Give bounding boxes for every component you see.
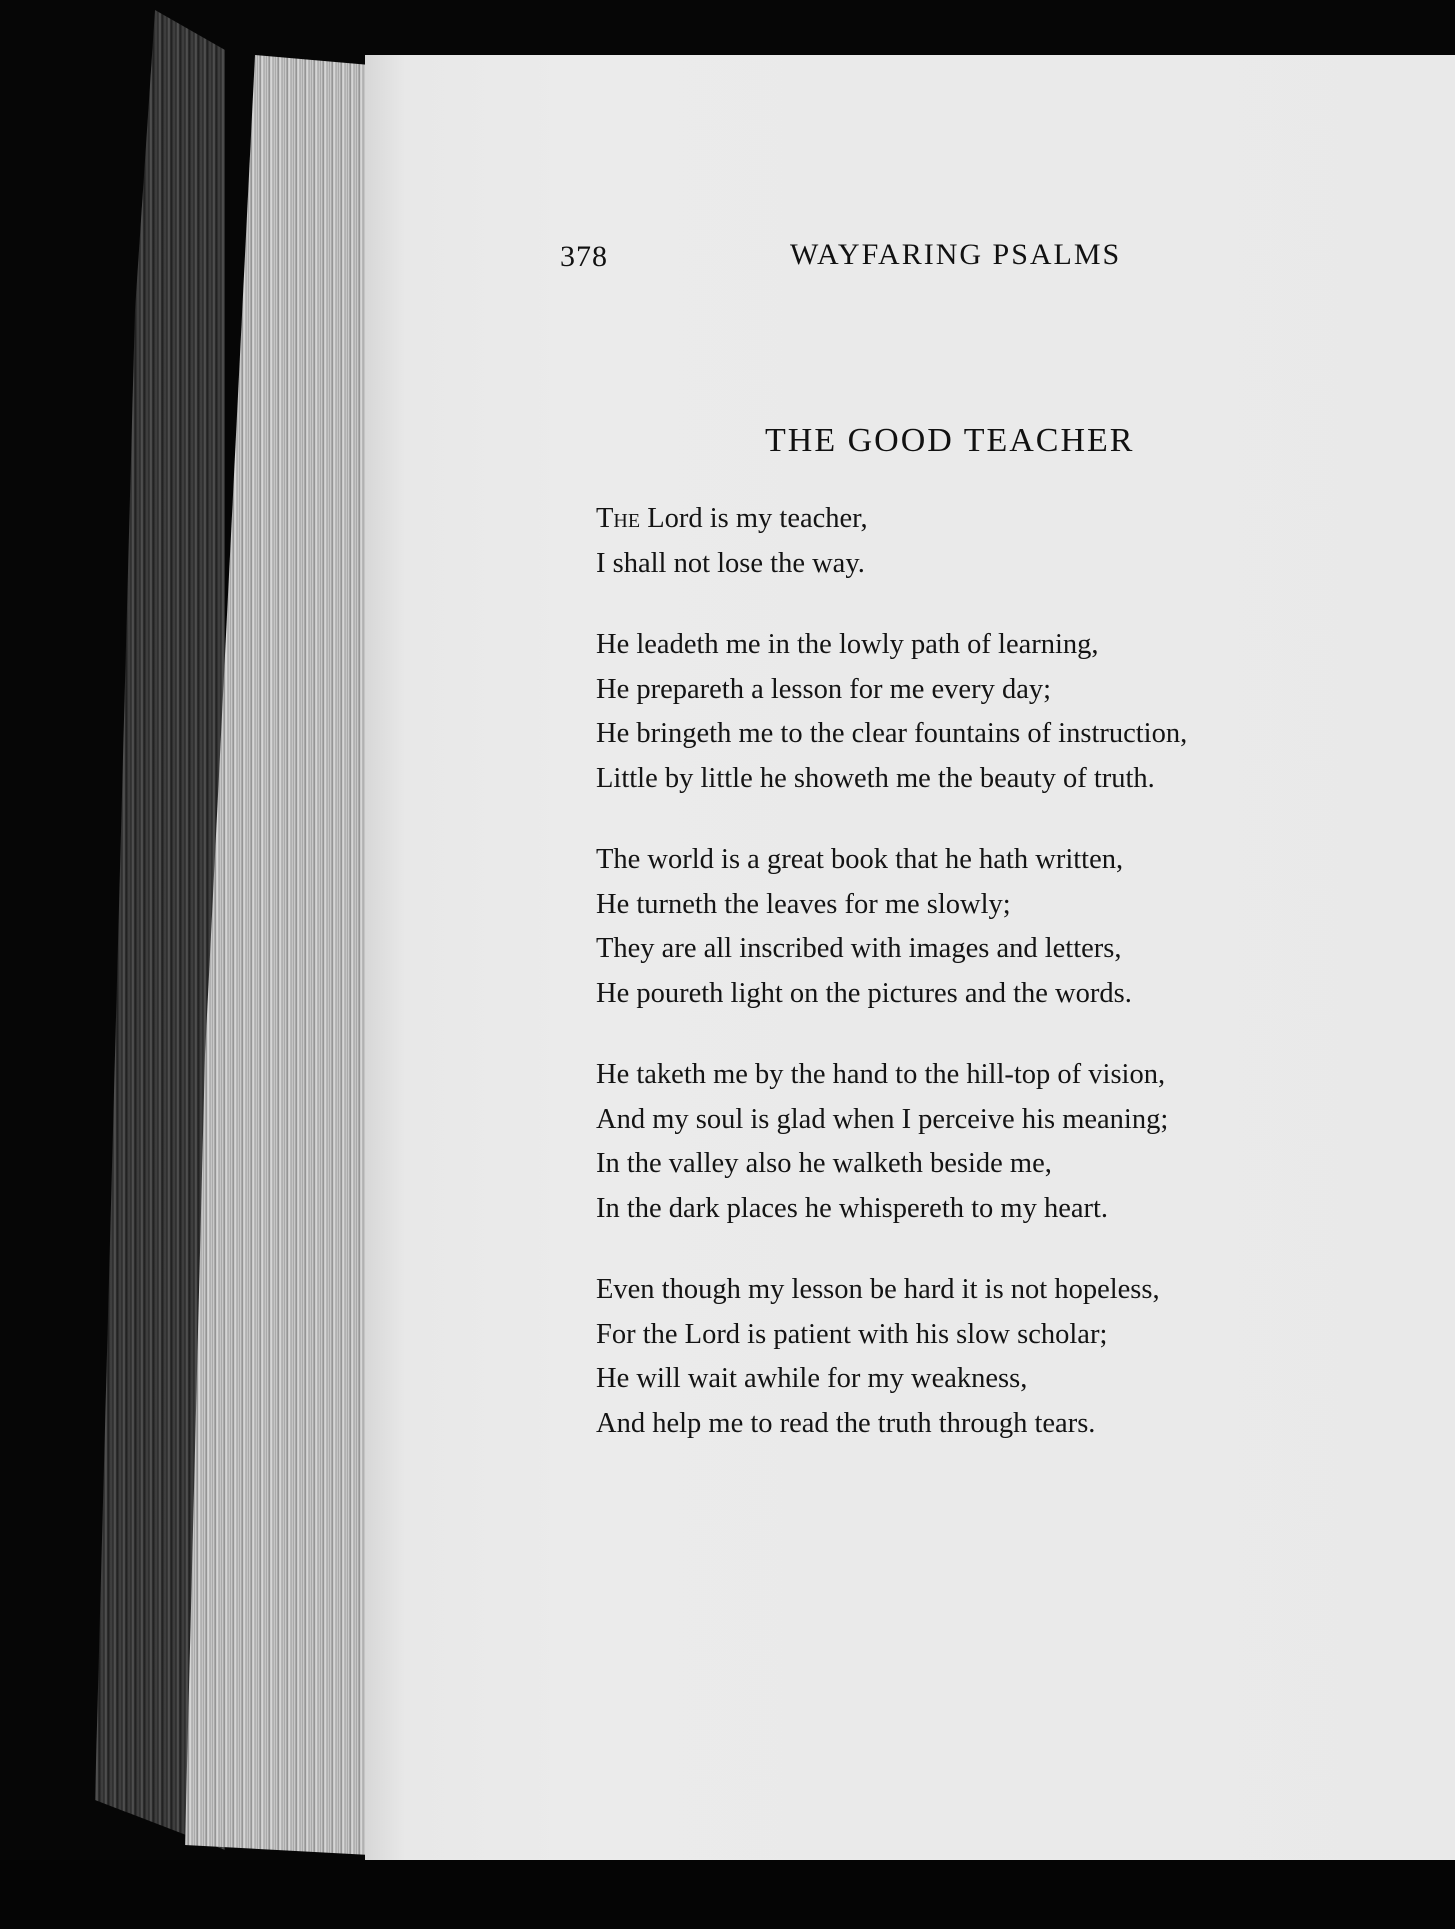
poem-line: He leadeth me in the lowly path of learning, [596,629,1099,660]
bottom-shadow [0,1860,1455,1929]
poem-body [596,497,1187,1483]
poem-line: I shall not lose the way. [596,547,865,579]
stanza-4 [596,1053,1187,1231]
poem-line: Even though my lesson be hard it is not hopeless, [596,1274,1160,1305]
poem-title: THE GOOD TEACHER [765,422,1135,459]
poem-line: For the Lord is patient with his slow scholar; [596,1318,1108,1350]
poem-line: They are all inscribed with images and letters, [596,933,1122,964]
poem-line: In the valley also he walketh beside me, [596,1148,1052,1179]
poem-line: He poureth light on the pictures and the words. [596,977,1132,1009]
poem-line: He will wait awhile for my weakness, [596,1363,1028,1394]
stanza-1 [596,497,1187,586]
line-text: Lord is my teacher, [640,503,868,534]
poem-line: In the dark places he whispereth to my heart. [596,1192,1109,1224]
stanza-2 [596,623,1187,801]
poem-line: Little by little he showeth me the beauty of truth. [596,762,1155,794]
poem-line: And my soul is glad when I perceive his meaning; [596,1103,1169,1135]
stanza-3 [596,838,1187,1016]
poem-line: He taketh me by the hand to the hill-top of vision, [596,1059,1166,1090]
poem-line: He turneth the leaves for me slowly; [596,888,1011,920]
stanza-5 [596,1268,1187,1446]
poem-line: He prepareth a lesson for me every day; [596,673,1052,705]
poem-line: The world is a great book that he hath written, [596,844,1124,875]
poem-line [596,497,1187,542]
page-number: 378 [560,240,608,273]
poem-line: He bringeth me to the clear fountains of instruction, [596,718,1188,749]
poem-line: And help me to read the truth through tears. [596,1407,1096,1439]
first-word: The [596,503,641,534]
running-head: WAYFARING PSALMS [790,238,1122,271]
